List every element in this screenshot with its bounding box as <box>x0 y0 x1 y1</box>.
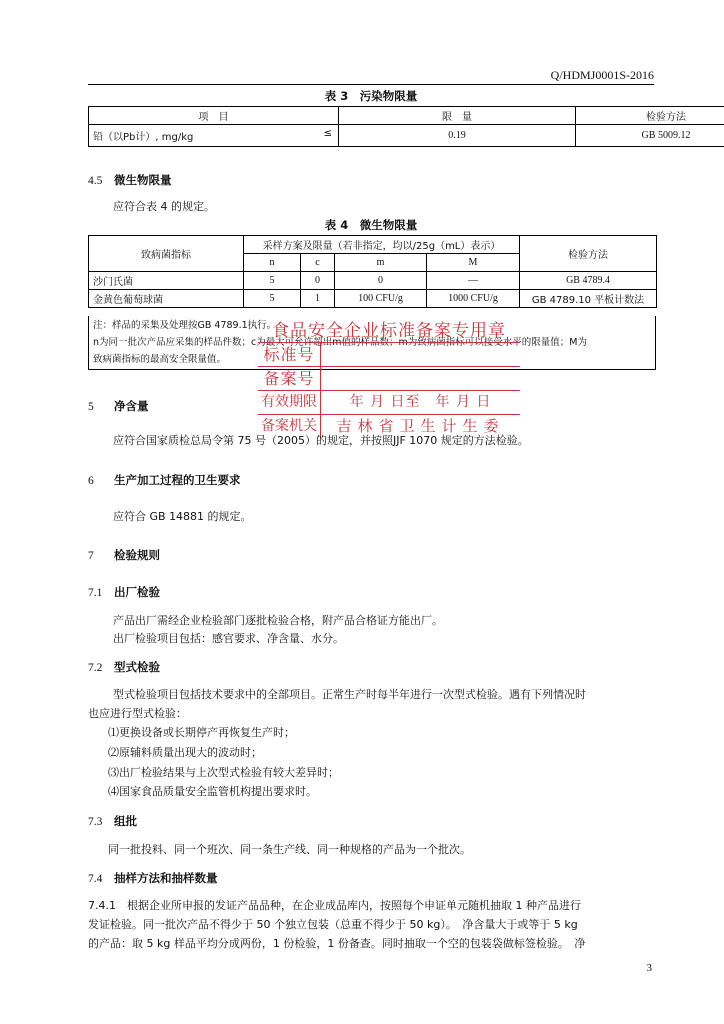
document-id: Q/HDMJ0001S-2016 <box>550 68 654 82</box>
table4-sub-n: n <box>244 254 301 272</box>
table4-sub-m: m <box>335 254 427 272</box>
table3-item-symbol: ≤ <box>323 128 332 139</box>
filing-stamp <box>258 320 520 436</box>
stamp-row <box>258 391 520 415</box>
section-number: 7.3 <box>88 816 103 828</box>
section-4-5-heading <box>88 172 172 188</box>
section-7-1-heading <box>88 584 160 600</box>
section-7-1-line: 产品出厂需经企业检验部门逐批检验合格，附产品合格证方能出厂。 <box>113 614 443 627</box>
note-line: n为同一批次产品应采集的样品件数；c为最大可允许超出m值的样品数；m为致病菌指标可以接受水平的限量值；M为 <box>93 337 587 348</box>
section-4-5-text: 应符合表 4 的规定。 <box>113 200 215 213</box>
table3-item-text: 铅（以Pb计）, mg/kg <box>93 132 194 143</box>
section-title: 出厂检验 <box>114 585 160 599</box>
section-7-2-intro: 型式检验项目包括技术要求中的全部项目。正常生产时每半年进行一次型式检验。遇有下列情况时 <box>113 688 586 701</box>
section-5-heading <box>88 398 149 414</box>
section-title: 抽样方法和抽样数量 <box>114 871 218 885</box>
stamp-row <box>258 343 520 367</box>
table3-header-row <box>89 107 724 125</box>
table3-row <box>89 125 724 147</box>
section-number: 7.4 <box>88 873 103 885</box>
table3-header-item: 项 目 <box>89 107 339 125</box>
section-title: 组批 <box>114 814 137 828</box>
section-7-1-line: 出厂检验项目包括：感官要求、净含量、水分。 <box>113 632 344 645</box>
table4 <box>88 235 657 308</box>
note-line: 注：样品的采集及处理按GB 4789.1执行。 <box>93 320 277 331</box>
header-rule <box>88 84 654 85</box>
note-line: 致病菌指标的最高安全限量值。 <box>93 354 227 365</box>
section-7-2-intro: 也应进行型式检验： <box>88 707 187 720</box>
table3-cell-method: GB 5009.12 <box>576 125 724 147</box>
table4-cell-m: 0 <box>335 272 427 290</box>
section-7-heading <box>88 547 160 563</box>
section-number: 4.5 <box>88 175 103 187</box>
section-7-3-heading <box>88 813 137 829</box>
table4-header-plan: 采样方案及限量（若非指定，均以/25g（mL）表示） <box>244 236 520 254</box>
table3-caption: 表 3 污染物限量 <box>324 89 418 103</box>
table4-cell-method: GB 4789.4 <box>520 272 657 290</box>
table3-cell-limit: 0.19 <box>339 125 576 147</box>
section-7-4-line: 7.4.1 根据企业所申报的发证产品品种，在企业成品库内，按照每个申证单元随机抽取 1 种产品进行 <box>88 899 581 912</box>
table4-header-item: 致病菌指标 <box>89 236 244 272</box>
section-title: 检验规则 <box>114 548 160 562</box>
list-item: ⑷国家食品质量安全监管机构提出要求时。 <box>108 785 317 798</box>
list-item: ⑴更换设备或长期停产再恢复生产时； <box>108 726 295 739</box>
table4-cell-c: 1 <box>301 290 335 308</box>
table3-header-method: 检验方法 <box>576 107 724 125</box>
table4-header-method: 检验方法 <box>520 236 657 272</box>
stamp-key: 备案号 <box>258 367 321 390</box>
section-title: 生产加工过程的卫生要求 <box>114 473 241 487</box>
table4-sub-M: M <box>427 254 520 272</box>
section-number: 7.1 <box>88 587 103 599</box>
section-6-text: 应符合 GB 14881 的规定。 <box>113 510 252 523</box>
section-7-4-line: 发证检验。同一批次产品不得少于 50 个独立包装（总重不得少于 50 kg）。 净含量大于或等于 5 kg <box>88 918 578 931</box>
table4-sub-c: c <box>301 254 335 272</box>
section-7-4-line: 的产品：取 5 kg 样品平均分成两份，1 份检验，1 份备查。同时抽取一个空的包装袋做标签检验。 净 <box>88 937 586 950</box>
table4-cell-m: 100 CFU/g <box>335 290 427 308</box>
table-row <box>89 272 657 290</box>
section-6-heading <box>88 472 241 488</box>
section-title: 型式检验 <box>114 660 160 674</box>
table4-cell-c: 0 <box>301 272 335 290</box>
section-number: 7.2 <box>88 662 103 674</box>
table4-cell-M: — <box>427 272 520 290</box>
page-number: 3 <box>646 962 652 974</box>
stamp-row <box>258 367 520 391</box>
section-5-text: 应符合国家质检总局令第 75 号（2005）的规定，并按照JJF 1070 规定的方法检验。 <box>113 434 529 447</box>
table4-cell-n: 5 <box>244 290 301 308</box>
table3-cell-item <box>89 125 339 147</box>
table4-header-row <box>89 236 657 254</box>
table4-cell-name: 金黄色葡萄球菌 <box>89 290 244 308</box>
section-title: 微生物限量 <box>114 173 172 187</box>
section-7-4-heading <box>88 870 218 886</box>
stamp-key: 有效期限 <box>258 391 321 414</box>
section-title: 净含量 <box>114 399 149 413</box>
table3 <box>88 106 724 147</box>
stamp-value: 年 月 日至 年 月 日 <box>349 394 492 410</box>
table4-cell-M: 1000 CFU/g <box>427 290 520 308</box>
stamp-value <box>321 343 520 366</box>
table4-caption: 表 4 微生物限量 <box>324 218 418 232</box>
section-7-2-heading <box>88 659 160 675</box>
section-number: 6 <box>88 475 94 487</box>
stamp-value: 吉林省卫生计生委 <box>336 417 505 435</box>
table-row <box>89 290 657 308</box>
table4-cell-name: 沙门氏菌 <box>89 272 244 290</box>
list-item: ⑵原辅料质量出现大的波动时； <box>108 746 262 759</box>
stamp-value <box>321 367 520 390</box>
table4-cell-n: 5 <box>244 272 301 290</box>
stamp-title: 食品安全企业标准备案专用章 <box>258 320 520 343</box>
stamp-key: 备案机关 <box>258 415 321 438</box>
table4-cell-method: GB 4789.10 平板计数法 <box>520 290 657 308</box>
list-item: ⑶出厂检验结果与上次型式检验有较大差异时； <box>108 766 339 779</box>
table3-header-limit: 限 量 <box>339 107 576 125</box>
section-number: 5 <box>88 401 94 413</box>
stamp-key: 标准号 <box>258 343 321 366</box>
section-number: 7 <box>88 550 94 562</box>
section-7-3-text: 同一批投料、同一个班次、同一条生产线、同一种规格的产品为一个批次。 <box>108 843 471 856</box>
